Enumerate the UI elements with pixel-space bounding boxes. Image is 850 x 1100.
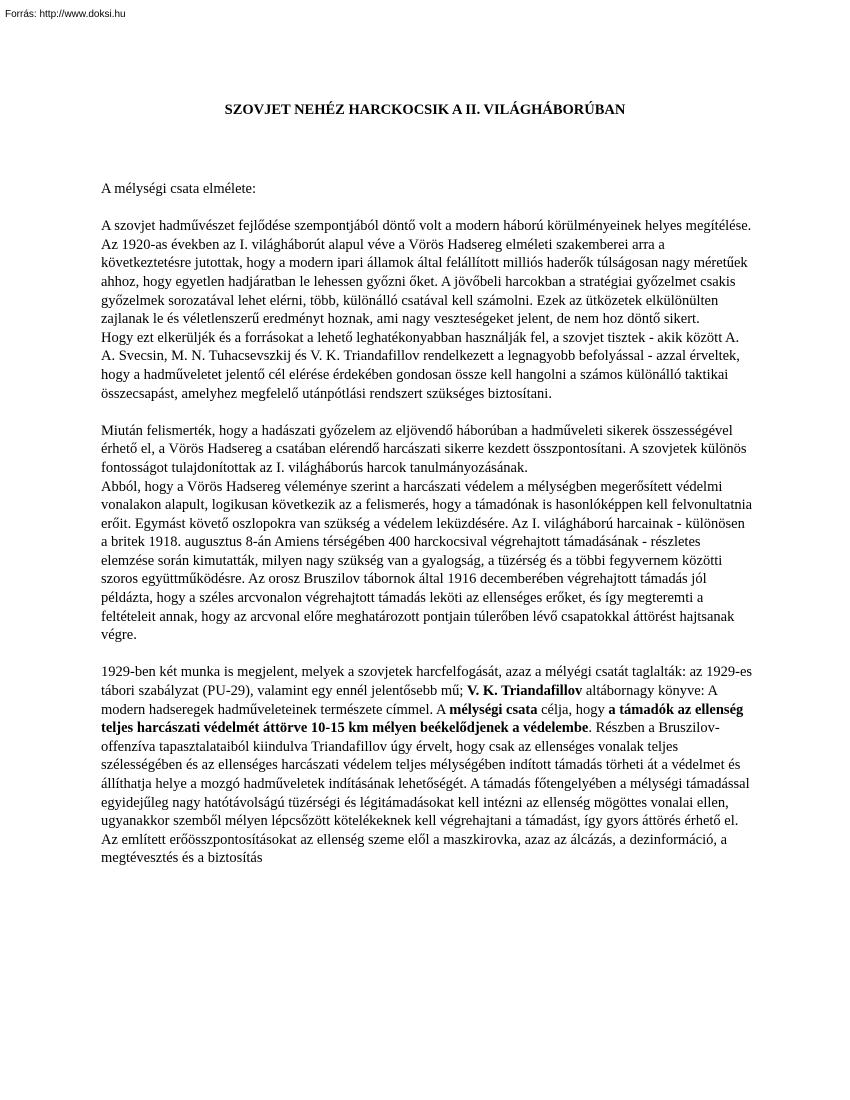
paragraph-3: Miután felismerték, hogy a hadászati győzelem az eljövendő háborúban a hadműveleti sikerek összességével érhető el, a Vörös Hadsereg a csatában elérendő harcászati sikerre kezdett összpontosítani. A szovjetek különös fontosságot tulajdonítottak az I. világháborús harcok tanulmányozásának. (101, 422, 747, 476)
paragraph-5-text-2: altábornagy könyve: A modern hadseregek hadműveleteinek természete címmel. A (101, 683, 718, 718)
paragraph-5-text-3: célja, hogy (537, 701, 609, 718)
paragraph-5-bold-author: V. K. Triandafillov (467, 683, 583, 700)
paragraph-5 (101, 663, 753, 868)
paragraph-5-text-1: 1929-ben két munka is megjelent, melyek a szovjetek harcfelfogását, azaz a mélyégi csatát taglalták: az 1929-es tábori szabályzat (PU-29), valamint egy ennél jelentősebb mű; (101, 664, 753, 700)
paragraph-4: Abból, hogy a Vörös Hadsereg véleménye szerint a harcászati védelem a mélységben megerősített védelmi vonalakon alapult, logikusan következik az a felismerés, hogy a támadónak is hasonlóképpen kell felvonultatnia erőit. Egymást követő oszlopokra van szükség a védelem leküzdésére. Az I. világháború harcainak - különösen a britek 1918. augusztus 8-án Amiens térségében 400 harckocsival végrehajtott támadásának - részletes elemzése során kimutatták, milyen nagy szükség van a gyalogság, a tüzérség és a többi fegyvernem közötti szoros együttműködésre. Az orosz Bruszilov tábornok által 1916 decemberében végrehajtott támadás jól példázta, hogy a széles arcvonalon végrehajtott támadás leköti az ellenséges erőket, és így megteremti a feltételeit annak, hogy az arcvonal előre meghatározott pontjain túlerőben lévő csapatokkal áttörést hajtsanak végre. (101, 478, 753, 644)
page-title: SZOVJET NEHÉZ HARCKOCSIK A II. VILÁGHÁBORÚBAN (224, 102, 626, 118)
paragraph-5-bold-goal: a támadók az ellenség teljes harcászati védelmét áttörve 10-15 km mélyen beékelődjenek a védelembe (101, 701, 744, 737)
paragraph-1: A szovjet hadművészet fejlődése szempontjából döntő volt a modern háború körülményeinek helyes megítélése. Az 1920-as években az I. világháborút alapul véve a Vörös Hadsereg elméleti szakemberei arra a következtetésre jutottak, hogy a modern ipari államok által felállított milliós haderők túlságosan nagy méretűek ahhoz, hogy egyetlen hadjáratban le lehessen győzni őket. A jövőbeli harcokban a stratégiai győzelmet csakis győzelmek sorozatával lehet elérni, több, különálló csatával kell számolni. Ezek az ütközetek elkülönülten zajlanak le és véletlenszerű eredményt hoznak, ami nagy veszteségeket jelent, de nem hoz döntő sikert. (101, 218, 752, 328)
paragraph-5-bold-term: mélységi csata (449, 701, 538, 718)
section-subtitle: A mélységi csata elmélete: (101, 181, 257, 197)
source-header: Forrás: http://www.doksi.hu (5, 9, 126, 20)
paragraph-2: Hogy ezt elkerüljék és a forrásokat a lehető leghatékonyabban használják fel, a szovjet tisztek - akik között A. A. Svecsin, M. N. Tuhacsevszkij és V. K. Triandafillov rendelkezett a legnagyobb befolyással - azzal érveltek, hogy a hadműveletet jelentő cél elérése érdekében gondosan össze kell hangolni a számos különálló taktikai összecsapást, amelyhez megfelelő utánpótlási rendszert szükséges biztosítani. (101, 329, 740, 402)
document-body (101, 180, 753, 868)
paragraph-5-text-4: . Részben a Bruszilov-offenzíva tapasztalataiból kiindulva Triandafillov úgy érvelt, hogy csak az ellenséges vonalak teljes szélességében és az ellenséges harcászati védelem teljes mélységében indított támadás törheti át a védelmet és állíthatja helye a mozgó hadműveletek indításának lehetőségét. A támadás főtengelyében a mélységi támadással egyidejűleg nagy hatótávolságú tüzérségi és légitámadásokat kell intézni az ellenség mögöttes vonalai ellen, ugyanakkor szemből mélyen lépcsőzött kötelékeknek kell végrehajtani a támadást, így gyors áttörés érhető el. Az említett erőösszpontosításokat az ellenség szeme elől a maszkirovka, azaz az álcázás, a dezinformáció, a megtévesztés és a biztosítás (101, 720, 750, 867)
